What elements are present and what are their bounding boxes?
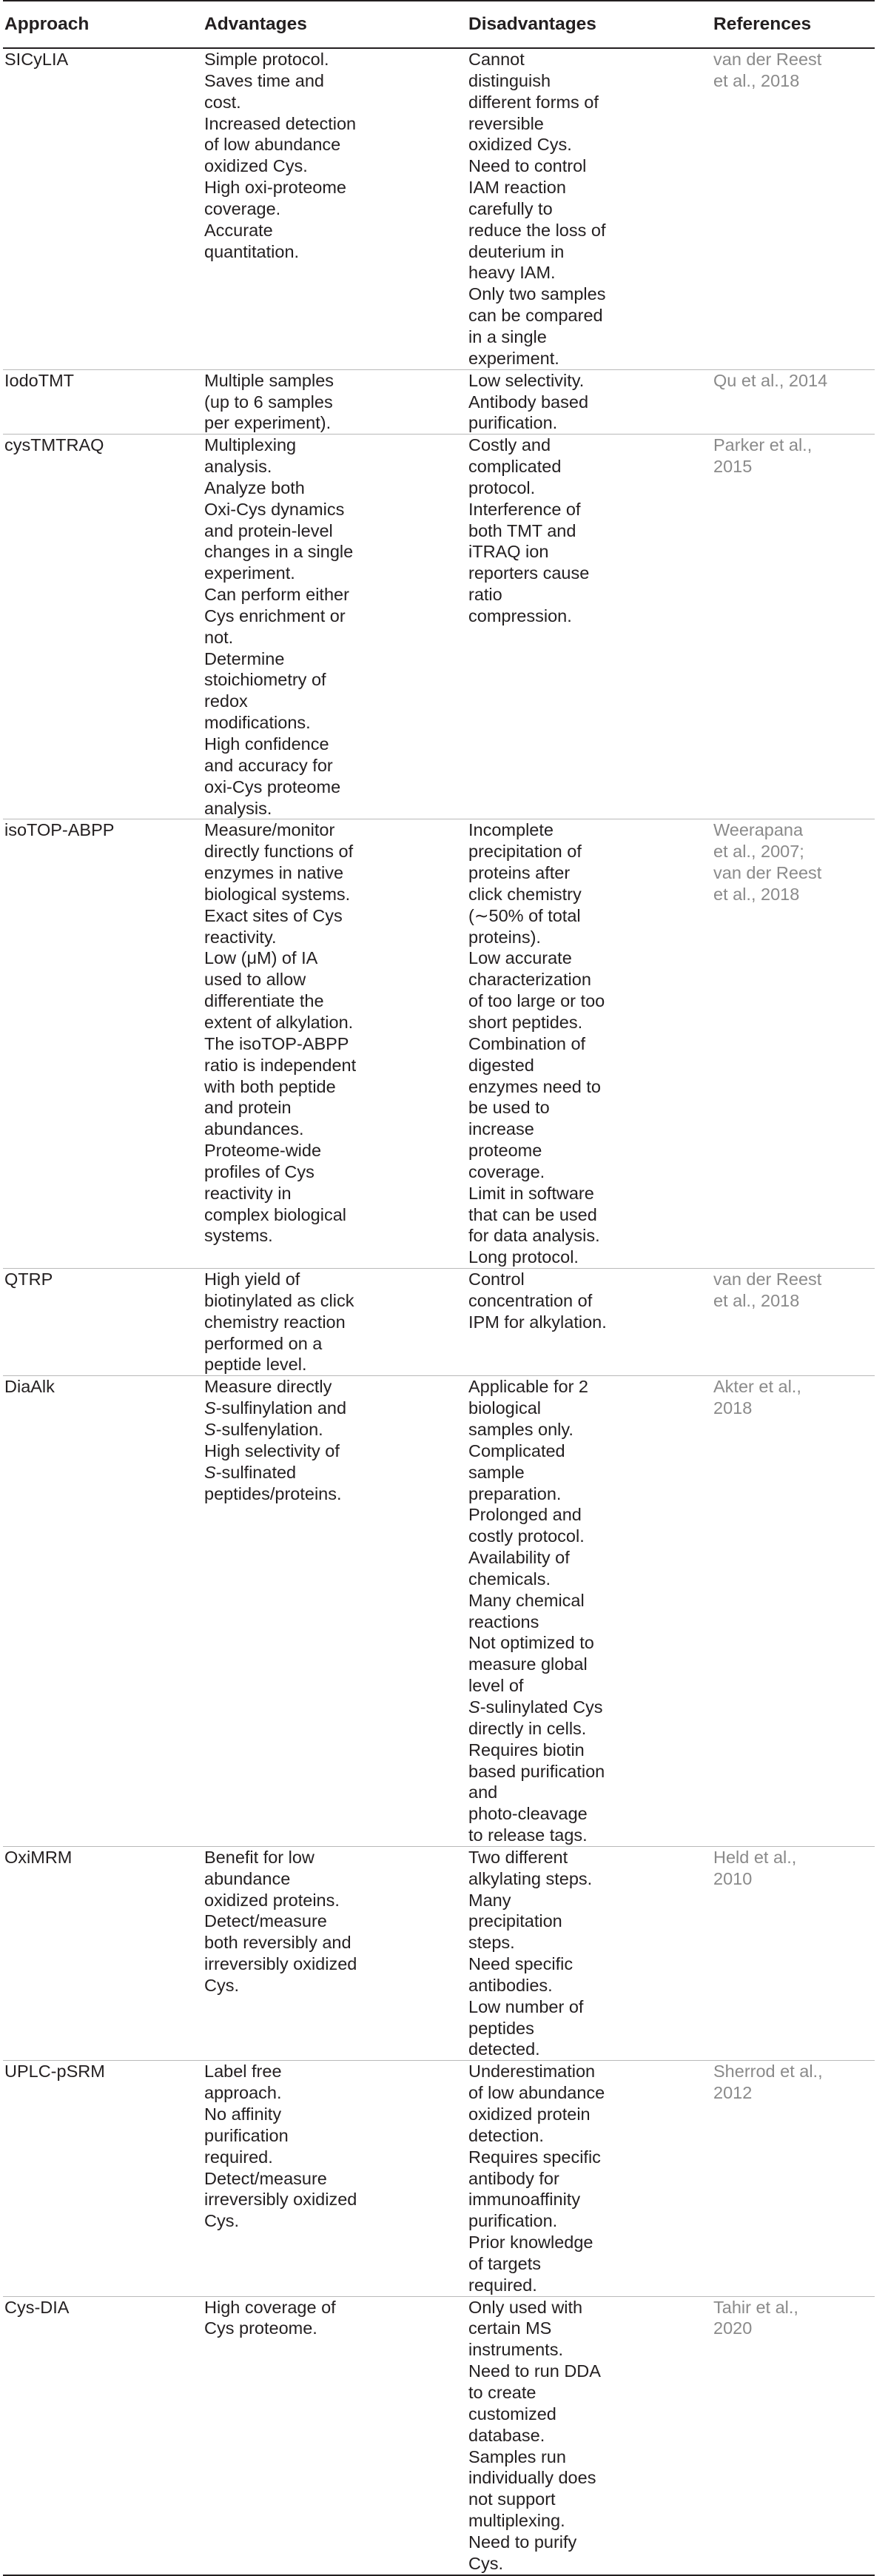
- cell-line: Applicable for 2: [468, 1377, 588, 1397]
- cell-line: reactivity in: [204, 1183, 292, 1203]
- cell-line: in a single: [468, 326, 547, 346]
- cell-line: Low (μM) of IA: [204, 948, 318, 968]
- cell-line: complicated: [468, 457, 562, 477]
- cell-line: redox: [204, 691, 248, 711]
- cell-line: peptides/proteins.: [204, 1483, 342, 1503]
- cell-line: Requires biotin: [468, 1740, 585, 1760]
- cell-line: both TMT and: [468, 520, 576, 540]
- cell-line: Oxi-Cys dynamics: [204, 499, 345, 519]
- cell-line: of low abundance: [468, 2083, 605, 2103]
- cell-line: cost.: [204, 92, 241, 112]
- cell-line: multiplexing.: [468, 2511, 565, 2531]
- cell-line: not support: [468, 2489, 556, 2509]
- cell-line: coverage.: [468, 1161, 545, 1181]
- reference-line: et al., 2007;: [713, 842, 804, 862]
- cell-line: Control: [468, 1269, 525, 1289]
- cell-line: both reversibly and: [204, 1933, 352, 1953]
- cell-line: Exact sites of Cys: [204, 905, 343, 925]
- cell-line: certain MS: [468, 2318, 552, 2338]
- cell-line: peptides: [468, 2018, 534, 2038]
- cell-line: differentiate the: [204, 991, 324, 1011]
- cell-line: required.: [204, 2147, 273, 2167]
- cell-line: not.: [204, 627, 234, 647]
- cell-line: Many chemical: [468, 1590, 585, 1610]
- cell-line: oxidized proteins.: [204, 1890, 340, 1910]
- reference-line: Sherrod et al.,: [713, 2062, 823, 2082]
- cell-line: Detect/measure: [204, 2168, 327, 2188]
- cell-line: be used to: [468, 1098, 550, 1118]
- reference-line: Qu et al., 2014: [713, 370, 828, 390]
- cell-line: and protein-level: [204, 520, 333, 540]
- cell-line: Many: [468, 1890, 511, 1910]
- cell-line: iTRAQ ion: [468, 542, 549, 562]
- table-row: [3, 1846, 875, 2060]
- approach-cell: [3, 2296, 197, 2575]
- cell-line: peptide level.: [204, 1355, 307, 1375]
- cell-line: High oxi-proteome: [204, 178, 347, 198]
- cell-line: (up to 6 samples: [204, 392, 333, 412]
- approach-cell: [3, 1846, 197, 2060]
- cell-line: High confidence: [204, 734, 329, 754]
- cell-line: High coverage of: [204, 2297, 336, 2317]
- table-body: [3, 48, 875, 2575]
- cell-line: approach.: [204, 2083, 282, 2103]
- cell-line: Complicated: [468, 1440, 565, 1460]
- cell-line: SICyLIA: [4, 50, 69, 69]
- cell-line: characterization: [468, 970, 591, 990]
- cell-line: can be compared: [468, 306, 603, 326]
- cell-line: that can be used: [468, 1204, 597, 1224]
- cell-line: instruments.: [468, 2340, 563, 2360]
- cell-line: purification.: [468, 2211, 558, 2231]
- reference-line: 2010: [713, 1868, 753, 1888]
- cell-line: Costly and: [468, 435, 551, 455]
- cell-line: of targets: [468, 2253, 541, 2273]
- cell-line: UPLC-pSRM: [4, 2062, 105, 2082]
- advantages-cell: [197, 1376, 461, 1847]
- cell-line: based purification: [468, 1761, 605, 1781]
- cell-line: Cys-DIA: [4, 2297, 70, 2317]
- references-cell: [706, 2061, 875, 2296]
- cell-line: precipitation of: [468, 842, 582, 862]
- cell-line: OxiMRM: [4, 1847, 73, 1867]
- references-cell: [706, 2296, 875, 2575]
- cell-line: Cys enrichment or: [204, 606, 346, 625]
- table-row: [3, 1269, 875, 1376]
- cell-line: for data analysis.: [468, 1226, 600, 1246]
- cell-line: antibody for: [468, 2168, 559, 2188]
- cell-line: analysis.: [204, 798, 272, 818]
- cell-line: enzymes need to: [468, 1076, 601, 1096]
- cell-line: oxidized Cys.: [204, 156, 308, 176]
- cell-line: stoichiometry of: [204, 670, 326, 690]
- cell-line: Benefit for low: [204, 1847, 314, 1867]
- cell-line: Cys.: [204, 2211, 239, 2231]
- cell-line: Prolonged and: [468, 1505, 582, 1525]
- cell-line: directly in cells.: [468, 1718, 587, 1738]
- cell-line: biological systems.: [204, 884, 351, 904]
- disadvantages-cell: [461, 1846, 706, 2060]
- references-cell: [706, 435, 875, 819]
- cell-line: protocol.: [468, 477, 536, 497]
- table-row: [3, 369, 875, 435]
- references-cell: [706, 1376, 875, 1847]
- cell-line: Combination of: [468, 1033, 586, 1053]
- cell-line: detection.: [468, 2125, 544, 2145]
- cell-line: level of: [468, 1676, 524, 1696]
- cell-line: immunoaffinity: [468, 2190, 581, 2210]
- approach-cell: [3, 1376, 197, 1847]
- cell-line: oxi-Cys proteome: [204, 777, 341, 796]
- references-cell: [706, 1846, 875, 2060]
- cell-line: reversible: [468, 113, 544, 133]
- cell-line: Multiple samples: [204, 370, 334, 390]
- cell-line: experiment.: [468, 348, 559, 368]
- cell-line: biotinylated as click: [204, 1290, 354, 1310]
- reference-line: et al., 2018: [713, 70, 800, 90]
- cell-line: Proteome-wide: [204, 1141, 322, 1161]
- cell-line: of too large or too: [468, 991, 605, 1011]
- cell-line: abundances.: [204, 1119, 304, 1139]
- reference-line: Held et al.,: [713, 1847, 797, 1867]
- cell-line: steps.: [468, 1933, 515, 1953]
- cell-line: different forms of: [468, 92, 599, 112]
- cell-line: chemistry reaction: [204, 1312, 346, 1332]
- disadvantages-cell: [461, 1269, 706, 1376]
- cell-line: Availability of: [468, 1548, 570, 1568]
- cell-line: DiaAlk: [4, 1377, 55, 1397]
- cell-line: Analyze both: [204, 477, 305, 497]
- cell-line: individually does: [468, 2468, 596, 2488]
- disadvantages-cell: [461, 1376, 706, 1847]
- cell-line: (∼50% of total: [468, 905, 581, 925]
- cell-line: carefully to: [468, 198, 553, 218]
- cell-line: increase: [468, 1119, 534, 1139]
- cell-line: proteome: [468, 1141, 542, 1161]
- cell-line: detected.: [468, 2039, 540, 2059]
- cell-line: experiment.: [204, 563, 295, 583]
- table-row: [3, 48, 875, 369]
- table-row: [3, 435, 875, 819]
- cell-line: used to allow: [204, 970, 306, 990]
- cell-line: proteins).: [468, 927, 541, 947]
- reference-line: et al., 2018: [713, 884, 800, 904]
- reference-line: Tahir et al.,: [713, 2297, 798, 2317]
- cell-line: IAM reaction: [468, 178, 566, 198]
- cell-line: profiles of Cys: [204, 1161, 314, 1181]
- cell-line: Interference of: [468, 499, 581, 519]
- reference-line: 2012: [713, 2083, 753, 2103]
- cell-line: to release tags.: [468, 1825, 588, 1845]
- cell-line: alkylating steps.: [468, 1868, 593, 1888]
- approach-cell: [3, 369, 197, 435]
- reference-line: Akter et al.,: [713, 1377, 801, 1397]
- disadvantages-cell: [461, 369, 706, 435]
- cell-line: Low number of: [468, 1996, 584, 2016]
- cell-line: chemicals.: [468, 1569, 551, 1589]
- cell-line: Need to purify: [468, 2532, 577, 2552]
- cell-line: compression.: [468, 606, 572, 625]
- cell-line: preparation.: [468, 1483, 562, 1503]
- reference-line: Weerapana: [713, 820, 804, 840]
- disadvantages-cell: [461, 2061, 706, 2296]
- reference-line: van der Reest: [713, 863, 822, 883]
- cell-line: ratio: [468, 585, 502, 605]
- cell-line: Not optimized to: [468, 1633, 594, 1653]
- cell-line: Antibody based: [468, 392, 589, 412]
- cell-line: Need specific: [468, 1954, 574, 1974]
- cell-line: High selectivity of: [204, 1440, 340, 1460]
- table-row: [3, 2061, 875, 2296]
- cell-line: IPM for alkylation.: [468, 1312, 607, 1332]
- cell-line: Long protocol.: [468, 1247, 579, 1267]
- cell-line: Cys.: [468, 2553, 503, 2573]
- table-row: [3, 2296, 875, 2575]
- cell-line: Prior knowledge: [468, 2233, 593, 2253]
- cell-line: Can perform either: [204, 585, 349, 605]
- cell-line: Increased detection: [204, 113, 357, 133]
- cell-line: Underestimation: [468, 2062, 596, 2082]
- cell-line: to create: [468, 2382, 536, 2402]
- cell-line: precipitation: [468, 1911, 562, 1931]
- cell-line: reporters cause: [468, 563, 590, 583]
- cell-line: short peptides.: [468, 1012, 583, 1032]
- cell-line: reactivity.: [204, 927, 277, 947]
- approach-cell: [3, 435, 197, 819]
- cell-line: measure global: [468, 1654, 588, 1674]
- cell-line: Multiplexing: [204, 435, 297, 455]
- advantages-cell: [197, 2061, 461, 2296]
- references-cell: [706, 369, 875, 435]
- approach-cell: [3, 1269, 197, 1376]
- references-cell: [706, 1269, 875, 1376]
- cell-line: digested: [468, 1055, 534, 1075]
- disadvantages-cell: [461, 48, 706, 369]
- advantages-cell: [197, 819, 461, 1269]
- references-cell: [706, 48, 875, 369]
- cell-line: Need to run DDA: [468, 2361, 601, 2381]
- reference-line: 2018: [713, 1398, 753, 1418]
- cell-line: Label free: [204, 2062, 282, 2082]
- cell-line: Measure directly: [204, 1377, 332, 1397]
- cell-line: distinguish: [468, 70, 551, 90]
- advantages-cell: [197, 1846, 461, 2060]
- advantages-cell: [197, 2296, 461, 2575]
- cell-line: photo-cleavage: [468, 1804, 588, 1824]
- disadvantages-cell: [461, 819, 706, 1269]
- cell-line: samples only.: [468, 1420, 574, 1439]
- cell-line: enzymes in native: [204, 863, 344, 883]
- cell-line: proteins after: [468, 863, 571, 883]
- cell-line: S-sulinylated Cys: [468, 1697, 603, 1717]
- references-cell: [706, 819, 875, 1269]
- cell-line: database.: [468, 2425, 545, 2445]
- cell-line: cysTMTRAQ: [4, 435, 104, 455]
- cell-line: Need to control: [468, 156, 587, 176]
- table-row: [3, 1376, 875, 1847]
- cell-line: costly protocol.: [468, 1526, 585, 1546]
- cell-line: required.: [468, 2275, 537, 2295]
- reference-line: et al., 2018: [713, 1290, 800, 1310]
- cell-line: quantitation.: [204, 241, 300, 261]
- comparison-table: [3, 0, 875, 2576]
- cell-line: QTRP: [4, 1269, 53, 1289]
- disadvantages-cell: [461, 435, 706, 819]
- advantages-cell: [197, 369, 461, 435]
- reference-line: van der Reest: [713, 50, 822, 69]
- cell-line: Cys.: [204, 1975, 239, 1995]
- cell-line: directly functions of: [204, 842, 354, 862]
- cell-line: modifications.: [204, 713, 311, 733]
- advantages-cell: [197, 435, 461, 819]
- cell-line: Saves time and: [204, 70, 324, 90]
- cell-line: irreversibly oxidized: [204, 2190, 357, 2210]
- cell-line: customized: [468, 2404, 556, 2424]
- cell-line: Requires specific: [468, 2147, 601, 2167]
- cell-line: Detect/measure: [204, 1911, 327, 1931]
- reference-line: 2020: [713, 2318, 753, 2338]
- cell-line: sample: [468, 1462, 525, 1482]
- cell-line: Measure/monitor: [204, 820, 335, 840]
- cell-line: oxidized protein: [468, 2104, 591, 2124]
- cell-line: and protein: [204, 1098, 292, 1118]
- cell-line: Limit in software: [468, 1183, 594, 1203]
- reference-line: 2015: [713, 457, 753, 477]
- table-row: [3, 819, 875, 1269]
- cell-line: and accuracy for: [204, 755, 333, 775]
- cell-line: High yield of: [204, 1269, 300, 1289]
- cell-line: Low selectivity.: [468, 370, 585, 390]
- cell-line: per experiment).: [204, 413, 332, 433]
- reference-line: van der Reest: [713, 1269, 822, 1289]
- cell-line: purification: [204, 2125, 289, 2145]
- cell-line: performed on a: [204, 1333, 323, 1353]
- cell-line: antibodies.: [468, 1975, 553, 1995]
- advantages-cell: [197, 1269, 461, 1376]
- cell-line: Samples run: [468, 2446, 566, 2466]
- cell-line: reactions: [468, 1611, 539, 1631]
- cell-line: IodoTMT: [4, 370, 75, 390]
- cell-line: Cys proteome.: [204, 2318, 317, 2338]
- cell-line: Two different: [468, 1847, 568, 1867]
- cell-line: Low accurate: [468, 948, 572, 968]
- cell-line: analysis.: [204, 457, 272, 477]
- approach-cell: [3, 819, 197, 1269]
- cell-line: Incomplete: [468, 820, 554, 840]
- cell-line: click chemistry: [468, 884, 582, 904]
- cell-line: S-sulfinylation and: [204, 1398, 347, 1418]
- cell-line: heavy IAM.: [468, 263, 556, 283]
- cell-line: Only used with: [468, 2297, 583, 2317]
- cell-line: abundance: [204, 1868, 291, 1888]
- cell-line: No affinity: [204, 2104, 282, 2124]
- cell-line: coverage.: [204, 198, 281, 218]
- cell-line: deuterium in: [468, 241, 565, 261]
- cell-line: systems.: [204, 1226, 273, 1246]
- approach-cell: [3, 2061, 197, 2296]
- cell-line: extent of alkylation.: [204, 1012, 354, 1032]
- advantages-cell: [197, 48, 461, 369]
- cell-line: Determine: [204, 648, 285, 668]
- cell-line: ratio is independent: [204, 1055, 357, 1075]
- table-header: [3, 1, 875, 48]
- header-disadvantages: Disadvantages: [461, 1, 706, 48]
- cell-line: oxidized Cys.: [468, 135, 572, 155]
- header-row: [3, 1, 875, 48]
- reference-line: Parker et al.,: [713, 435, 813, 455]
- cell-line: S-sulfenylation.: [204, 1420, 323, 1439]
- cell-line: Simple protocol.: [204, 50, 329, 69]
- header-references: References: [706, 1, 875, 48]
- cell-line: The isoTOP-ABPP: [204, 1033, 349, 1053]
- header-approach: Approach: [3, 1, 197, 48]
- cell-line: isoTOP-ABPP: [4, 820, 115, 840]
- cell-line: irreversibly oxidized: [204, 1954, 357, 1974]
- cell-line: S-sulfinated: [204, 1462, 297, 1482]
- cell-line: biological: [468, 1398, 541, 1418]
- cell-line: Only two samples: [468, 284, 606, 304]
- cell-line: changes in a single: [204, 542, 354, 562]
- cell-line: with both peptide: [204, 1076, 336, 1096]
- cell-line: reduce the loss of: [468, 220, 606, 240]
- disadvantages-cell: [461, 2296, 706, 2575]
- header-advantages: Advantages: [197, 1, 461, 48]
- cell-line: concentration of: [468, 1290, 593, 1310]
- cell-line: Accurate: [204, 220, 273, 240]
- cell-line: of low abundance: [204, 135, 341, 155]
- cell-line: and: [468, 1782, 498, 1802]
- cell-line: purification.: [468, 413, 558, 433]
- cell-line: complex biological: [204, 1204, 347, 1224]
- cell-line: Cannot: [468, 50, 525, 69]
- approach-cell: [3, 48, 197, 369]
